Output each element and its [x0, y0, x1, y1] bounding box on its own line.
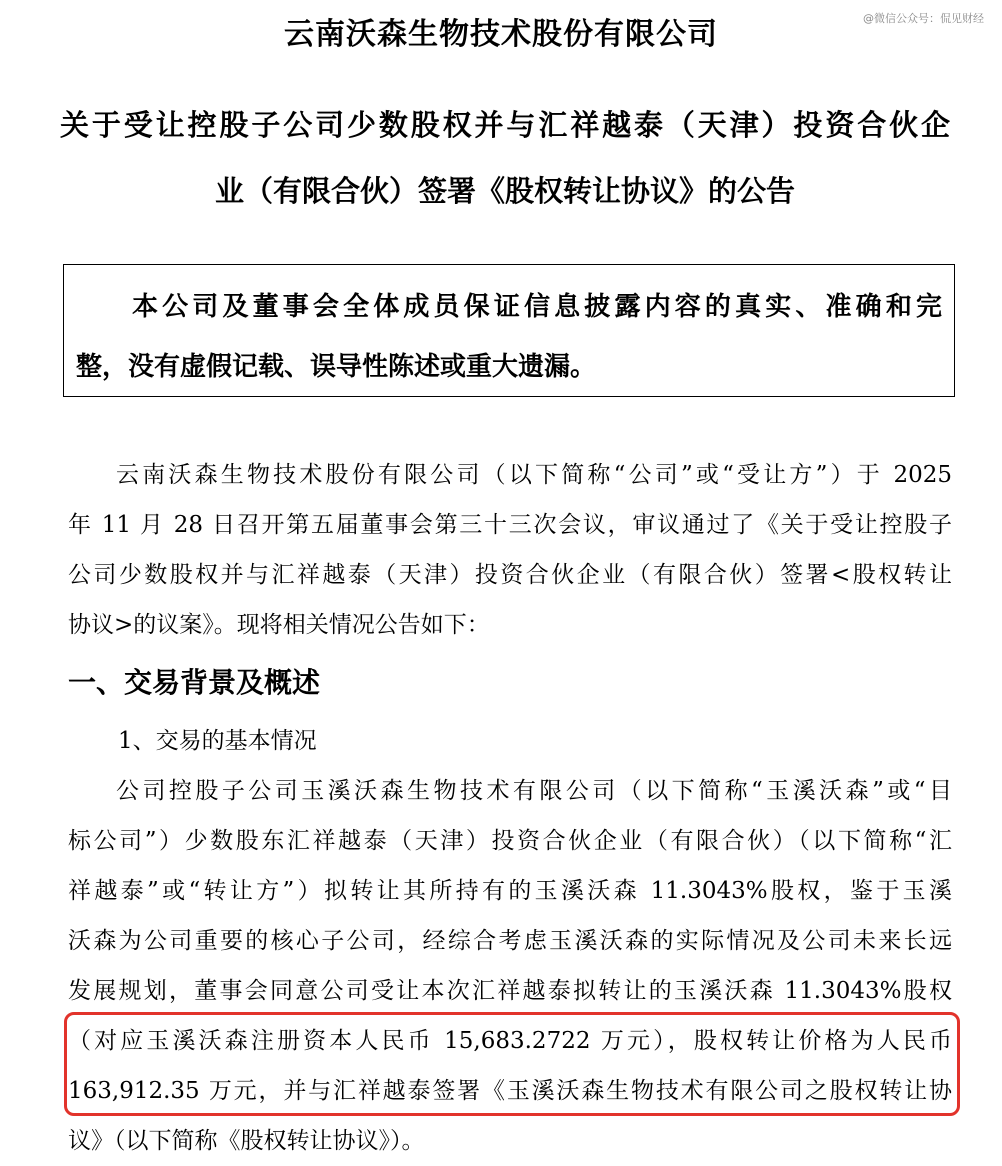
document-title-line-2: 业（有限合伙）签署《股权转让协议》的公告	[214, 174, 795, 208]
paragraph-line: 163,912.35 万元，并与汇祥越泰签署《玉溪沃森生物技术有限公司之股权转让协	[68, 1078, 952, 1104]
paragraph-line: 沃森为公司重要的核心子公司，经综合考虑玉溪沃森的实际情况及公司未来长远	[68, 928, 952, 954]
intro-line: 年 11 月 28 日召开第五届董事会第三十三次会议，审议通过了《关于受让控股子	[68, 512, 952, 538]
document-title-line-1: 关于受让控股子公司少数股权并与汇祥越泰（天津）投资合伙企	[60, 108, 950, 142]
sub-heading: 1、交易的基本情况	[118, 728, 317, 754]
paragraph-line: 议》（以下简称《股权转让协议》）。	[68, 1128, 425, 1154]
notice-line-1: 本公司及董事会全体成员保证信息披露内容的真实、准确和完	[132, 292, 942, 322]
intro-line: 云南沃森生物技术股份有限公司（以下简称“公司”或“受让方”）于 2025	[116, 462, 952, 488]
intro-paragraph	[68, 450, 952, 650]
paragraph-line: （对应玉溪沃森注册资本人民币 15,683.2722 万元），股权转让价格为人民币	[68, 1028, 952, 1054]
intro-line: 公司少数股权并与汇祥越泰（天津）投资合伙企业（有限合伙）签署<股权转让	[68, 562, 952, 588]
document-title	[60, 92, 950, 224]
paragraph-line: 公司控股子公司玉溪沃森生物技术有限公司（以下简称“玉溪沃森”或“目	[116, 778, 952, 804]
watermark: @微信公众号：侃见财经	[863, 12, 984, 25]
disclosure-notice-text	[76, 277, 942, 397]
paragraph-line: 标公司”）少数股东汇祥越泰（天津）投资合伙企业（有限合伙）（以下简称“汇	[68, 828, 952, 854]
disclosure-notice-box	[63, 264, 955, 397]
paragraph-line: 祥越泰”或“转让方”）拟转让其所持有的玉溪沃森 11.3043%股权，鉴于玉溪	[68, 878, 952, 904]
section-heading: 一、交易背景及概述	[68, 666, 321, 699]
notice-line-2: 整，没有虚假记载、误导性陈述或重大遗漏。	[76, 352, 597, 382]
intro-line: 协议>的议案》。现将相关情况公告如下：	[68, 612, 490, 638]
paragraph-line: 发展规划，董事会同意公司受让本次汇祥越泰拟转让的玉溪沃森 11.3043%股权	[68, 978, 952, 1004]
company-name: 云南沃森生物技术股份有限公司	[284, 17, 718, 52]
transaction-paragraph	[68, 766, 952, 1166]
